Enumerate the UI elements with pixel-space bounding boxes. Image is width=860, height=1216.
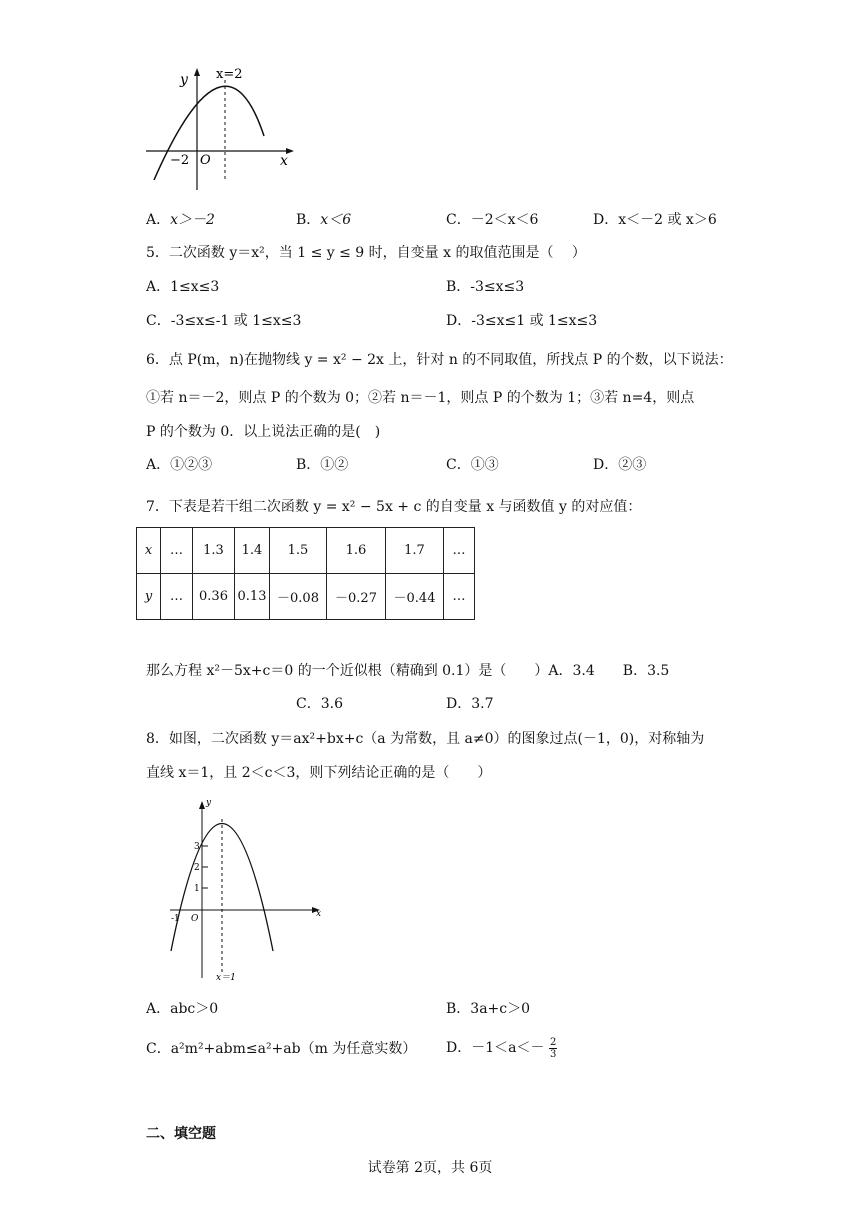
graph2-y-label: y (206, 798, 212, 808)
table-cell: x (137, 528, 161, 574)
q6-stem-line1: 6．点 P(m，n)在抛物线 y = x² − 2x 上，针对 n 的不同取值，所找点 P 的个数，以下说法： (146, 352, 733, 368)
q6-option-c: C．①③ (446, 457, 499, 473)
q6-stem-line3: P 的个数为 0．以上说法正确的是( ) (146, 424, 381, 440)
q7-option-d: D．3.7 (446, 696, 494, 712)
q5-option-c: C．-3≤x≤-1 或 1≤x≤3 (146, 313, 302, 329)
table-row (137, 528, 475, 574)
table-cell: －0.08 (270, 574, 327, 620)
graph2-neg1-label: -1 (171, 914, 180, 924)
table-cell: … (161, 574, 193, 620)
q8-option-c: C．a²m²+abm≤a²+ab（m 为任意实数） (146, 1041, 417, 1057)
q5-stem: 5．二次函数 y＝x²，当 1 ≤ y ≤ 9 时，自变量 x 的取值范围是（ ） (146, 245, 586, 261)
table-cell: 1.3 (193, 528, 235, 574)
graph1-y-label: y (180, 72, 188, 88)
graph1-origin-label: O (200, 153, 211, 168)
table-cell: －0.27 (327, 574, 386, 620)
table-cell: 0.13 (235, 574, 270, 620)
graph2-tick-3: 3 (194, 842, 200, 852)
graph2-origin-label: O (191, 914, 199, 924)
graph2-tick-1: 1 (194, 884, 200, 894)
q8-option-b: B．3a+c＞0 (446, 1001, 531, 1017)
q4-option-b: B．x＜6 (296, 212, 352, 228)
q4-option-a: A．x＞－2 (146, 212, 215, 228)
parabola-graph-2 (166, 793, 336, 983)
table-cell: … (444, 528, 475, 574)
q5-option-d: D．-3≤x≤1 或 1≤x≤3 (446, 313, 598, 329)
table-cell: 1.4 (235, 528, 270, 574)
table-cell: 1.5 (270, 528, 327, 574)
q8-option-a: A．abc＞0 (146, 1001, 219, 1017)
graph2-tick-2: 2 (194, 863, 200, 873)
q7-question-line: 那么方程 x²－5x+c＝0 的一个近似根（精确到 0.1）是（ ）A．3.4 B．3.5 (146, 663, 670, 679)
q6-option-b: B．①② (296, 457, 349, 473)
q8-option-d: D．－1＜a＜－ $\frac{2}{3}$ (446, 1036, 557, 1060)
q4-option-c: C．－2＜x＜6 (446, 212, 539, 228)
table-cell: －0.44 (386, 574, 444, 620)
table-cell: … (161, 528, 193, 574)
graph1-axis-of-symmetry-label: x=2 (216, 67, 243, 82)
fraction: $\frac{2}{3}$ (549, 1036, 557, 1060)
q6-stem-line2: ①若 n＝－2，则点 P 的个数为 0；②若 n＝－1，则点 P 的个数为 1；③若 n=4，则点 (146, 390, 695, 406)
q7-option-c: C．3.6 (296, 696, 343, 712)
table-cell: 1.7 (386, 528, 444, 574)
q7-stem: 7．下表是若干组二次函数 y = x² − 5x + c 的自变量 x 与函数值 y 的对应值： (146, 499, 642, 515)
table-cell: y (137, 574, 161, 620)
table-row (137, 574, 475, 620)
q7-value-table (136, 527, 475, 620)
q4-option-d: D．x＜－2 或 x＞6 (593, 212, 717, 228)
page-footer: 试卷第 2页，共 6页 (367, 1160, 493, 1176)
graph2-x-label: x (316, 909, 322, 919)
parabola-graph-1 (140, 62, 300, 202)
q8-stem-line1: 8．如图，二次函数 y＝ax²+bx+c（a 为常数，且 a≠0）的图象过点(－1，0)，对称轴为 (146, 731, 705, 747)
graph1-neg2-label: −2 (170, 153, 190, 168)
q6-option-d: D．②③ (593, 457, 647, 473)
table-cell: 0.36 (193, 574, 235, 620)
q5-option-a: A．1≤x≤3 (146, 279, 220, 295)
q5-option-b: B．-3≤x≤3 (446, 279, 525, 295)
q6-option-a: A．①②③ (146, 457, 213, 473)
graph2-axis-of-symmetry-label: x＝1 (216, 973, 236, 983)
graph1-x-label: x (280, 153, 288, 169)
table-cell: … (444, 574, 475, 620)
table-cell: 1.6 (327, 528, 386, 574)
section-heading: 二、填空题 (146, 1126, 216, 1142)
q8-stem-line2: 直线 x＝1，且 2＜c＜3，则下列结论正确的是（ ） (146, 765, 492, 781)
